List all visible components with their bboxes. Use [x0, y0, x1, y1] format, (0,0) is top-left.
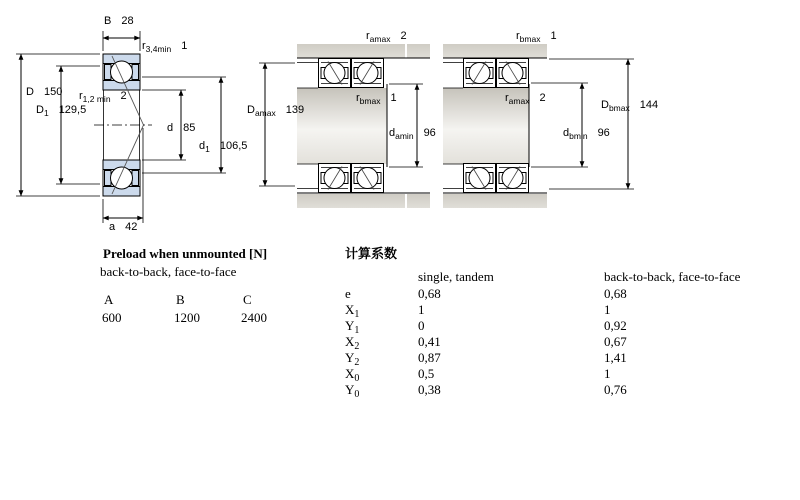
dim-label-D1: $D_1$ 129,5	[36, 104, 87, 118]
factors-row-label: $X_2$	[345, 334, 360, 352]
factors-table-title: 计算系数	[345, 246, 398, 261]
factors-cell-single: 0	[418, 318, 425, 333]
dim-label-B: B 28	[104, 15, 134, 27]
paired-mounting-drawing-b	[443, 44, 634, 208]
factors-cell-btb: 0,76	[604, 382, 627, 397]
preload-value-A: 600	[102, 310, 122, 325]
dim-label-dbmin: $d_{bmin}$ 96	[563, 127, 610, 141]
dim-label-r34min: $r_{3,4min}$ 1	[142, 40, 188, 54]
preload-col-header-B: B	[176, 292, 185, 307]
factors-cell-btb: 1,41	[604, 350, 627, 365]
preload-value-C: 2400	[241, 310, 267, 325]
factors-row-label: e	[345, 286, 351, 301]
dim-label-rbmax-b: $r_{bmax}$ 1	[516, 30, 557, 44]
dim-label-rbmax-a: $r_{bmax}$ 1	[356, 92, 397, 106]
factors-cell-single: 1	[418, 302, 425, 317]
preload-value-B: 1200	[174, 310, 200, 325]
dim-label-ramax-b: $r_{amax}$ 2	[505, 92, 546, 106]
factors-cell-btb: 1	[604, 366, 611, 381]
factors-col1-header: single, tandem	[418, 269, 494, 284]
preload-col-header-C: C	[243, 292, 252, 307]
factors-cell-btb: 1	[604, 302, 611, 317]
dim-label-d: d 85	[167, 122, 196, 134]
factors-cell-btb: 0,68	[604, 286, 627, 301]
dim-label-d1: $d_1$ 106,5	[199, 140, 248, 154]
factors-cell-single: 0,87	[418, 350, 441, 365]
factors-row-label: $X_0$	[345, 366, 360, 384]
dim-label-a: a 42	[109, 221, 138, 233]
factors-row-label: $Y_0$	[345, 382, 360, 400]
preload-col-header-A: A	[104, 292, 114, 307]
factors-cell-btb: 0,92	[604, 318, 627, 333]
preload-table-subtitle: back-to-back, face-to-face	[100, 264, 237, 279]
factors-cell-btb: 0,67	[604, 334, 627, 349]
factors-cell-single: 0,41	[418, 334, 441, 349]
dim-label-Dbmax: $D_{bmax}$ 144	[601, 99, 659, 113]
factors-cell-single: 0,5	[418, 366, 435, 381]
dim-label-r12min: $r_{1,2 min}$ 2	[79, 90, 127, 104]
paired-mounting-drawing-a	[259, 44, 430, 208]
factors-col2-header: back-to-back, face-to-face	[604, 269, 741, 284]
factors-cell-single: 0,68	[418, 286, 441, 301]
factors-row-label: $Y_2$	[345, 350, 360, 368]
dim-label-D: D 150	[26, 86, 63, 98]
dim-label-ramax-a: $r_{amax}$ 2	[366, 30, 407, 44]
factors-row-label: $X_1$	[345, 302, 360, 320]
dim-label-Damax: $D_{amax}$ 139	[247, 104, 305, 118]
factors-cell-single: 0,38	[418, 382, 441, 397]
preload-table-title: Preload when unmounted [N]	[103, 246, 268, 261]
dim-label-damin: $d_{amin}$ 96	[389, 127, 436, 141]
factors-row-label: $Y_1$	[345, 318, 360, 336]
